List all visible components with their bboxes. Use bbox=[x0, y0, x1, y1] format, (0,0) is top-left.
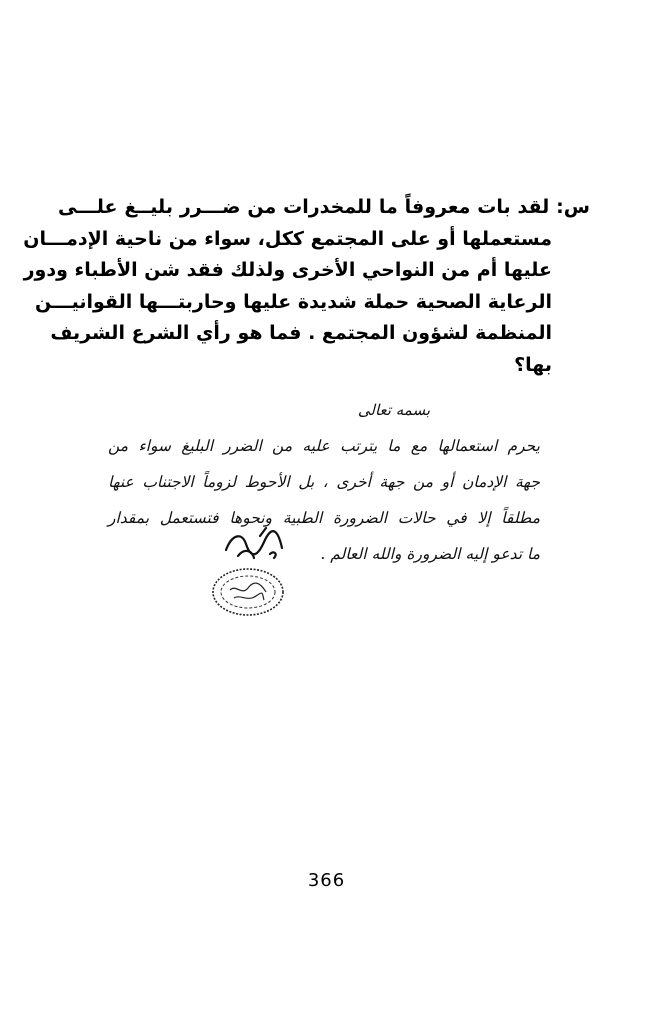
seal-ring-inner bbox=[221, 576, 275, 608]
answer-line: جهة الإدمان أو من جهة أخرى ، بل الأحوط لزوماً الاجتناب عنها bbox=[108, 473, 540, 491]
answer-line: ما تدعو إليه الضرورة والله العالم . bbox=[320, 545, 540, 563]
page-number: 366 bbox=[307, 870, 346, 891]
seal-inscription bbox=[230, 583, 266, 600]
question-line: مستعملها أو على المجتمع ككل، سواء من ناحية الإدمـــان bbox=[23, 227, 552, 250]
question-line: المنظمة لشؤون المجتمع . فما هو رأي الشرع الشريف bbox=[50, 322, 552, 344]
question-line: الرعاية الصحية حملة شديدة عليها وحاربتـــها القوانيـــن bbox=[35, 290, 552, 313]
signature-seal bbox=[208, 520, 298, 620]
signature-scribble bbox=[226, 528, 282, 558]
question-line: س: لقد بات معروفاً ما للمخدرات من ضـــرر بليــغ علـــى bbox=[58, 196, 590, 218]
question-block bbox=[23, 192, 590, 381]
handwritten-answer bbox=[108, 392, 540, 572]
answer-line: يحرم استعمالها مع ما يترتب عليه من الضرر البليغ سواء من bbox=[108, 437, 540, 455]
answer-line: مطلقاً إلا في حالات الضرورة الطبية ونحوها فتستعمل بمقدار bbox=[108, 509, 540, 527]
question-line: بها؟ bbox=[514, 353, 552, 376]
answer-title: بسمه تعالى bbox=[357, 401, 430, 419]
question-line: عليها أم من النواحي الأخرى ولذلك فقد شن الأطباء ودور bbox=[23, 259, 552, 281]
